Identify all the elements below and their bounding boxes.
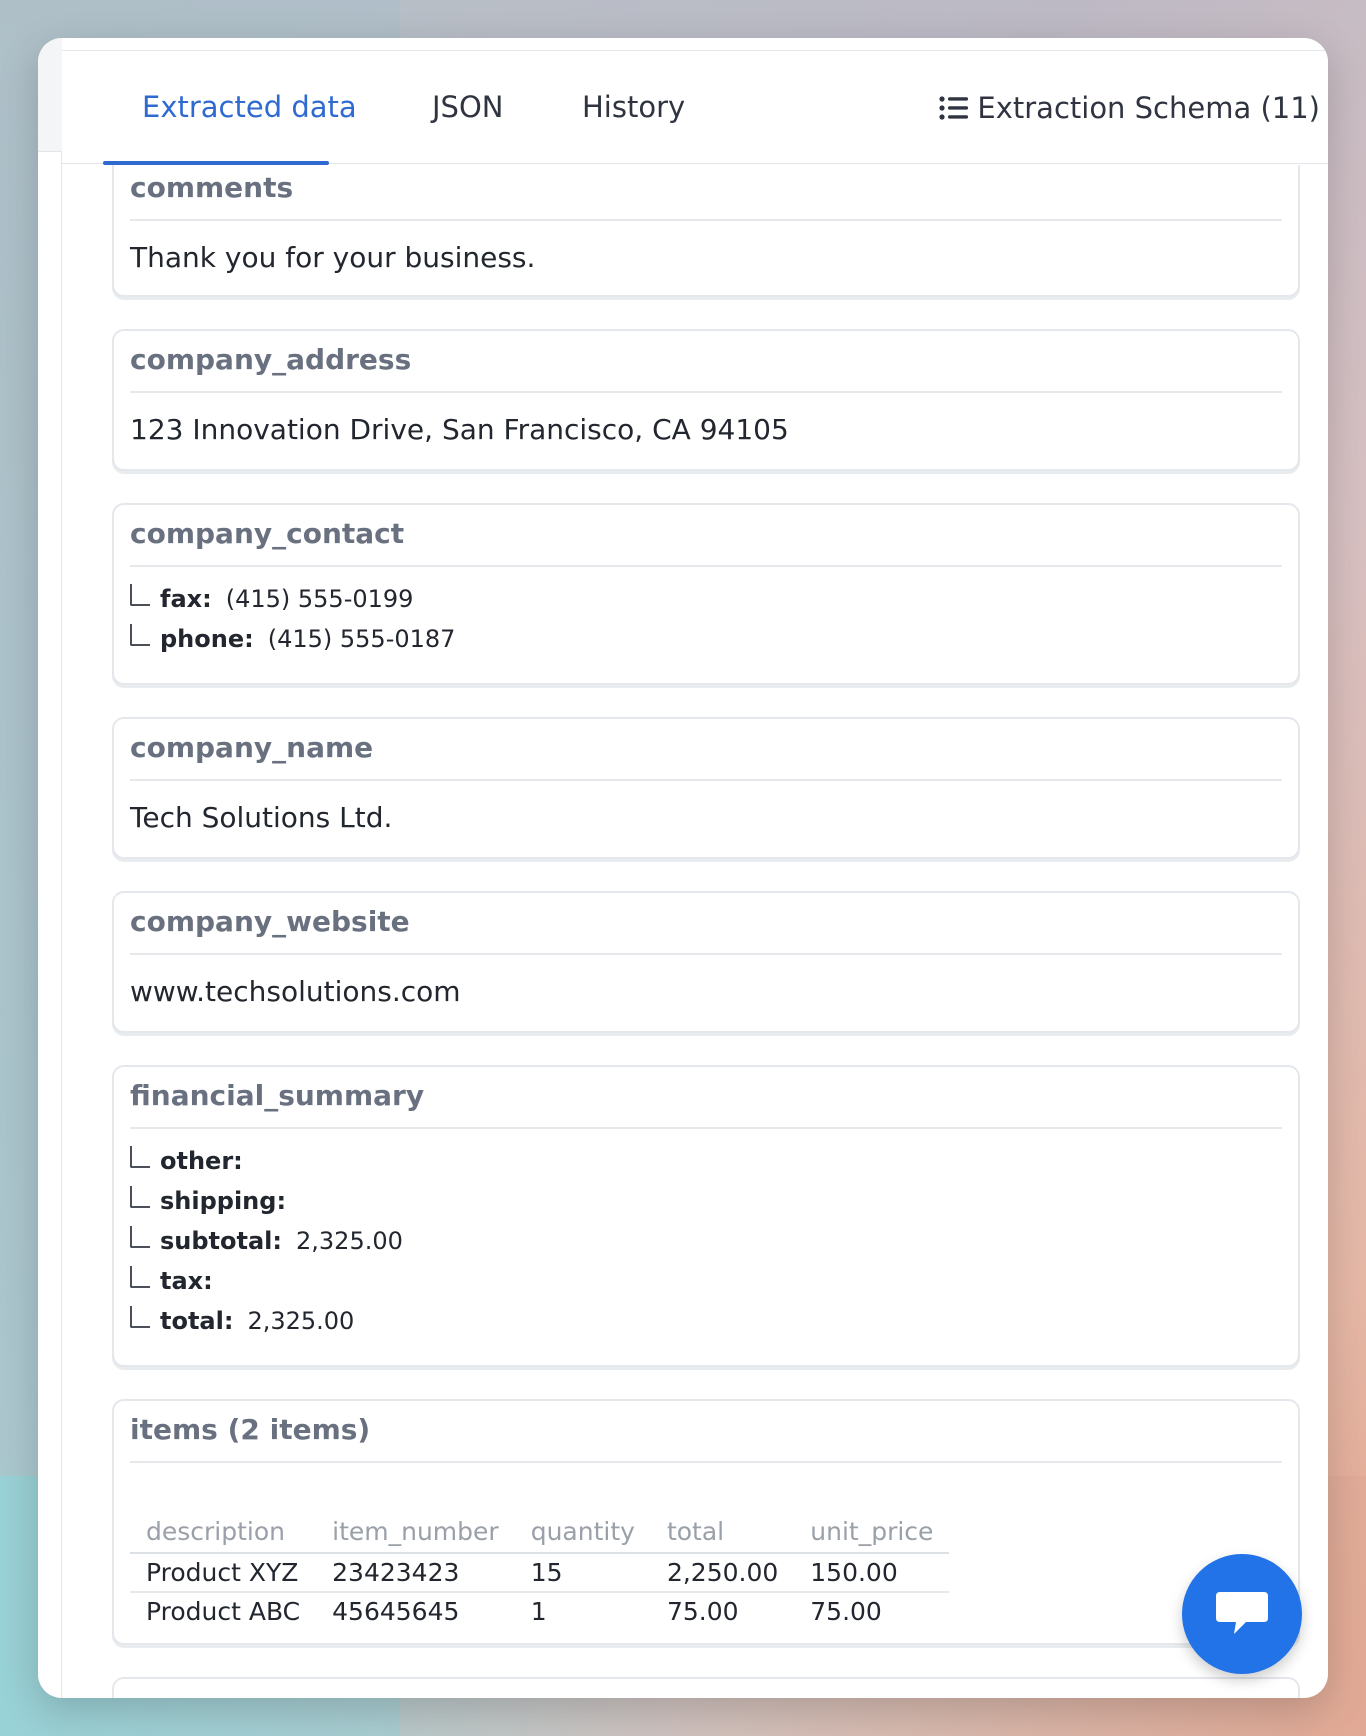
sub-field-row (130, 1185, 300, 1217)
field-value: 123 Innovation Drive, San Francisco, CA 94105 (130, 413, 789, 446)
field-title: items (2 items) (130, 1413, 1282, 1463)
sub-field-key: phone: (160, 625, 254, 653)
tree-elbow-icon (130, 584, 150, 606)
table-cell: 1 (530, 1597, 547, 1626)
table-cell: 75.00 (666, 1597, 739, 1626)
field-title: company_contact (130, 517, 1282, 567)
sub-field-key: tax: (160, 1267, 213, 1295)
field-title: company_website (130, 905, 1282, 955)
field-value: Tech Solutions Ltd. (130, 801, 393, 834)
sub-field-row (130, 1265, 227, 1297)
field-title: comments (130, 171, 1282, 221)
items-table (130, 1513, 949, 1630)
table-cell: 15 (515, 1553, 651, 1592)
tree-elbow-icon (130, 1186, 150, 1208)
extraction-schema-button[interactable] (939, 51, 1320, 165)
app-window (38, 38, 1328, 1698)
table-cell: Product ABC (146, 1597, 301, 1626)
field-card-comments (112, 165, 1300, 297)
column-header: unit_price (794, 1513, 949, 1553)
sub-field-row (130, 1145, 257, 1177)
tab-json[interactable]: JSON (432, 90, 504, 124)
field-title: financial_summary (130, 1079, 1282, 1129)
sub-field-key: subtotal: (160, 1227, 283, 1255)
sub-field-row (130, 583, 413, 615)
table-header-row (130, 1513, 949, 1553)
sub-field-key: shipping: (160, 1187, 287, 1215)
table-cell: 75.00 (810, 1597, 882, 1626)
tree-elbow-icon (130, 1266, 150, 1288)
field-value: Thank you for your business. (130, 241, 536, 274)
sub-field-row (130, 1225, 403, 1257)
chat-icon (1212, 1588, 1272, 1640)
sub-field-row (130, 623, 455, 655)
chat-button[interactable] (1182, 1554, 1302, 1674)
field-card-company-address (112, 329, 1300, 471)
tree-elbow-icon (130, 624, 150, 646)
table-cell: 45645645 (332, 1597, 460, 1626)
sub-field-key: total: (160, 1307, 234, 1335)
table-cell: 23423423 (316, 1553, 515, 1592)
field-title: company_address (130, 343, 1282, 393)
field-card-items (112, 1399, 1300, 1645)
tab-bar (62, 50, 1328, 164)
field-card-company-name (112, 717, 1300, 859)
sub-field-key: fax: (160, 585, 212, 613)
column-header: item_number (316, 1513, 515, 1553)
tree-elbow-icon (130, 1146, 150, 1168)
table-row (130, 1592, 949, 1630)
field-value: www.techsolutions.com (130, 975, 461, 1008)
field-card-company-contact (112, 503, 1300, 685)
tab-extracted-data[interactable]: Extracted data (142, 90, 357, 124)
field-card-financial-summary (112, 1065, 1300, 1367)
column-header: quantity (515, 1513, 651, 1553)
field-title: company_name (130, 731, 1282, 781)
left-rail (38, 38, 62, 1698)
list-icon (939, 95, 969, 121)
field-card-next (112, 1677, 1300, 1698)
tree-elbow-icon (130, 1306, 150, 1328)
table-cell: 150.00 (794, 1553, 949, 1592)
table-cell: Product XYZ (130, 1553, 316, 1592)
table-row (130, 1553, 949, 1592)
column-header: description (130, 1513, 316, 1553)
sub-field-value: 2,325.00 (296, 1227, 403, 1255)
table-cell: 2,250.00 (651, 1553, 794, 1592)
sub-field-row (130, 1305, 354, 1337)
field-card-company-website (112, 891, 1300, 1033)
sub-field-key: other: (160, 1147, 243, 1175)
sub-field-value: (415) 555-0187 (267, 625, 456, 653)
sub-field-value: (415) 555-0199 (225, 585, 414, 613)
tab-history[interactable]: History (582, 90, 686, 124)
column-header: total (651, 1513, 794, 1553)
extracted-data-panel (62, 165, 1328, 1698)
extraction-schema-label: Extraction Schema (11) (977, 91, 1320, 125)
sub-field-value: 2,325.00 (247, 1307, 355, 1335)
tree-elbow-icon (130, 1226, 150, 1248)
